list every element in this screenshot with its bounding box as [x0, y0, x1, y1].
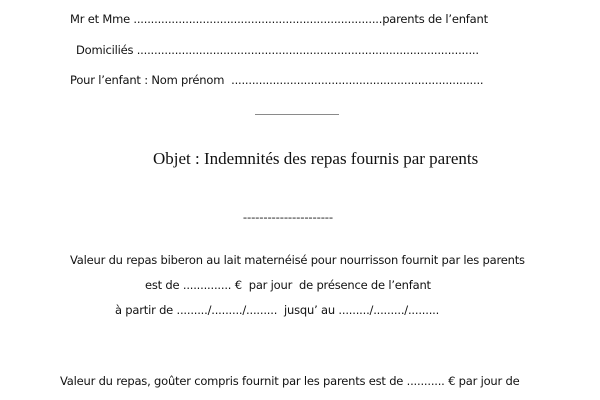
bottle-value-line: Valeur du repas biberon au lait maternéisé pour nourrisson fournit par les parents — [70, 253, 525, 267]
separator-rule — [255, 114, 339, 115]
dash-separator: ---------------------- — [243, 210, 334, 224]
child-name-line: Pour l’enfant : Nom prénom ......................................................................... — [70, 73, 484, 87]
address-line: Domiciliés ................................................................................................... — [76, 43, 479, 57]
bottle-date-range-line: à partir de ........./........./......... jusqu’ au ........./........./......... — [115, 303, 440, 317]
parents-line: Mr et Mme ........................................................................parents de l’enfant — [70, 12, 488, 26]
meal-value-line: Valeur du repas, goûter compris fournit par les parents est de ........... € par jour de — [60, 374, 520, 388]
bottle-price-line: est de .............. € par jour de présence de l’enfant — [145, 278, 431, 292]
subject-title: Objet : Indemnités des repas fournis par parents — [153, 149, 479, 168]
